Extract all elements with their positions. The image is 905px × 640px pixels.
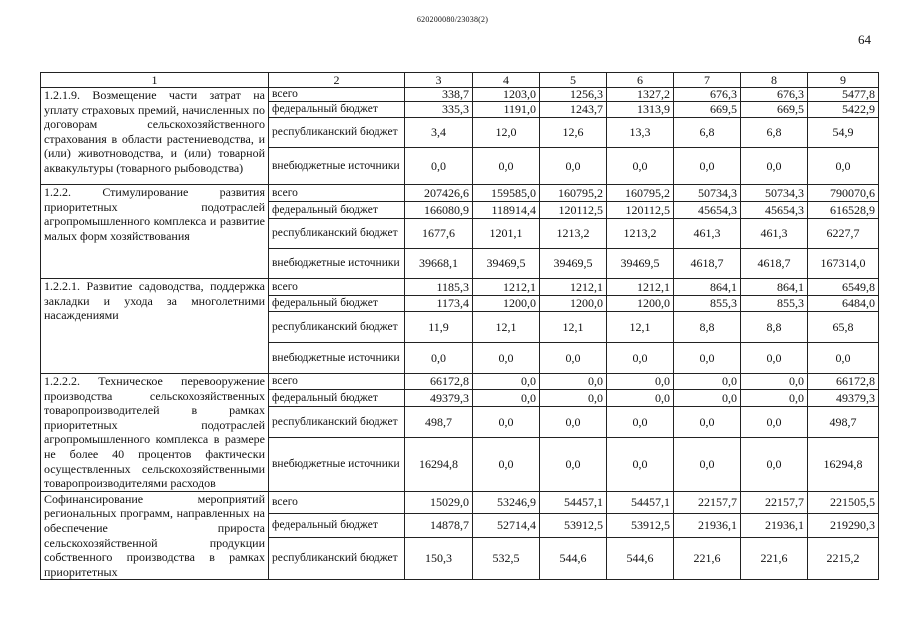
value-cell: 0,0 — [674, 148, 741, 185]
value-cell: 0,0 — [473, 438, 540, 491]
value-cell: 1203,0 — [473, 88, 540, 102]
value-cell: 864,1 — [741, 279, 808, 296]
source-federal: федеральный бюджет — [269, 296, 405, 312]
value-cell: 0,0 — [741, 390, 808, 406]
value-cell: 12,1 — [473, 312, 540, 343]
value-cell: 676,3 — [674, 88, 741, 102]
value-cell: 0,0 — [808, 343, 879, 374]
value-cell: 0,0 — [540, 374, 607, 390]
value-cell: 5477,8 — [808, 88, 879, 102]
value-cell: 22157,7 — [741, 491, 808, 513]
value-cell: 790070,6 — [808, 185, 879, 202]
column-header: 8 — [741, 73, 808, 88]
value-cell: 159585,0 — [473, 185, 540, 202]
value-cell: 1212,1 — [473, 279, 540, 296]
value-cell: 5422,9 — [808, 102, 879, 118]
value-cell: 0,0 — [741, 343, 808, 374]
value-cell: 22157,7 — [674, 491, 741, 513]
value-cell: 532,5 — [473, 538, 540, 580]
value-cell: 167314,0 — [808, 249, 879, 279]
value-cell: 6549,8 — [808, 279, 879, 296]
source-extrabudgetary: внебюджетные источники — [269, 343, 405, 374]
value-cell: 0,0 — [607, 406, 674, 438]
source-total: всего — [269, 491, 405, 513]
value-cell: 45654,3 — [741, 202, 808, 219]
value-cell: 855,3 — [674, 296, 741, 312]
value-cell: 0,0 — [674, 406, 741, 438]
value-cell: 1200,0 — [540, 296, 607, 312]
value-cell: 0,0 — [473, 390, 540, 406]
value-cell: 1185,3 — [405, 279, 473, 296]
value-cell: 45654,3 — [674, 202, 741, 219]
value-cell: 0,0 — [808, 148, 879, 185]
source-federal: федеральный бюджет — [269, 390, 405, 406]
source-total: всего — [269, 374, 405, 390]
value-cell: 6,8 — [674, 118, 741, 148]
value-cell: 39668,1 — [405, 249, 473, 279]
source-republican: республиканский бюджет — [269, 406, 405, 438]
value-cell: 1213,2 — [540, 219, 607, 249]
value-cell: 2215,2 — [808, 538, 879, 580]
source-extrabudgetary: внебюджетные источники — [269, 438, 405, 491]
value-cell: 0,0 — [741, 438, 808, 491]
column-header: 5 — [540, 73, 607, 88]
value-cell: 49379,3 — [405, 390, 473, 406]
value-cell: 15029,0 — [405, 491, 473, 513]
value-cell: 0,0 — [741, 406, 808, 438]
source-republican: республиканский бюджет — [269, 118, 405, 148]
value-cell: 0,0 — [674, 390, 741, 406]
value-cell: 8,8 — [741, 312, 808, 343]
value-cell: 39469,5 — [540, 249, 607, 279]
value-cell: 0,0 — [607, 148, 674, 185]
value-cell: 4618,7 — [674, 249, 741, 279]
value-cell: 461,3 — [741, 219, 808, 249]
value-cell: 0,0 — [473, 343, 540, 374]
value-cell: 498,7 — [405, 406, 473, 438]
value-cell: 160795,2 — [540, 185, 607, 202]
table-row — [41, 491, 879, 513]
value-cell: 669,5 — [741, 102, 808, 118]
measure-description: 1.2.2.2. Техническое перевооружение производства сельскохозяйственных товаропроизводителей в рамках приоритетных подотраслей агропромышленного комплекса в размере не более 40 процентов фактически осуществленных сельскохозяйственными товаропроизводителями расходов — [41, 374, 269, 492]
value-cell: 49379,3 — [808, 390, 879, 406]
value-cell: 1173,4 — [405, 296, 473, 312]
value-cell: 0,0 — [473, 374, 540, 390]
value-cell: 335,3 — [405, 102, 473, 118]
source-total: всего — [269, 88, 405, 102]
column-header: 4 — [473, 73, 540, 88]
value-cell: 53246,9 — [473, 491, 540, 513]
column-header: 9 — [808, 73, 879, 88]
value-cell: 16294,8 — [405, 438, 473, 491]
value-cell: 12,0 — [473, 118, 540, 148]
value-cell: 1313,9 — [607, 102, 674, 118]
value-cell: 166080,9 — [405, 202, 473, 219]
value-cell: 53912,5 — [607, 514, 674, 538]
page-number: 64 — [858, 32, 871, 47]
value-cell: 0,0 — [473, 148, 540, 185]
value-cell: 52714,4 — [473, 514, 540, 538]
value-cell: 221,6 — [674, 538, 741, 580]
measure-description: Софинансирование мероприятий региональных программ, направленных на обеспечение прироста сельскохозяйственной продукции собственного производства в рамках приоритетных — [41, 491, 269, 580]
value-cell: 6,8 — [741, 118, 808, 148]
column-header-row — [41, 73, 879, 88]
value-cell: 39469,5 — [473, 249, 540, 279]
source-federal: федеральный бюджет — [269, 202, 405, 219]
value-cell: 1677,6 — [405, 219, 473, 249]
value-cell: 0,0 — [540, 406, 607, 438]
source-republican: республиканский бюджет — [269, 219, 405, 249]
value-cell: 4618,7 — [741, 249, 808, 279]
value-cell: 1327,2 — [607, 88, 674, 102]
column-header: 2 — [269, 73, 405, 88]
value-cell: 0,0 — [405, 343, 473, 374]
value-cell: 864,1 — [674, 279, 741, 296]
value-cell: 498,7 — [808, 406, 879, 438]
value-cell: 6227,7 — [808, 219, 879, 249]
value-cell: 855,3 — [741, 296, 808, 312]
value-cell: 221505,5 — [808, 491, 879, 513]
value-cell: 6484,0 — [808, 296, 879, 312]
value-cell: 0,0 — [674, 343, 741, 374]
value-cell: 54457,1 — [540, 491, 607, 513]
value-cell: 53912,5 — [540, 514, 607, 538]
table-row — [41, 279, 879, 296]
measure-description: 1.2.2. Стимулирование развития приоритетных подотраслей агропромышленного комплекса и развитие малых форм хозяйствования — [41, 185, 269, 279]
value-cell: 1191,0 — [473, 102, 540, 118]
value-cell: 54,9 — [808, 118, 879, 148]
value-cell: 21936,1 — [741, 514, 808, 538]
value-cell: 1243,7 — [540, 102, 607, 118]
value-cell: 1212,1 — [540, 279, 607, 296]
value-cell: 461,3 — [674, 219, 741, 249]
value-cell: 0,0 — [473, 406, 540, 438]
value-cell: 50734,3 — [674, 185, 741, 202]
value-cell: 0,0 — [607, 390, 674, 406]
table-row — [41, 185, 879, 202]
value-cell: 1213,2 — [607, 219, 674, 249]
value-cell: 0,0 — [607, 374, 674, 390]
value-cell: 13,3 — [607, 118, 674, 148]
value-cell: 16294,8 — [808, 438, 879, 491]
source-total: всего — [269, 279, 405, 296]
value-cell: 676,3 — [741, 88, 808, 102]
source-federal: федеральный бюджет — [269, 102, 405, 118]
value-cell: 669,5 — [674, 102, 741, 118]
column-header: 7 — [674, 73, 741, 88]
value-cell: 0,0 — [741, 148, 808, 185]
value-cell: 65,8 — [808, 312, 879, 343]
value-cell: 118914,4 — [473, 202, 540, 219]
source-republican: республиканский бюджет — [269, 312, 405, 343]
column-header: 6 — [607, 73, 674, 88]
measure-description: 1.2.2.1. Развитие садоводства, поддержка закладки и ухода за многолетними насаждениями — [41, 279, 269, 374]
value-cell: 1200,0 — [607, 296, 674, 312]
value-cell: 0,0 — [674, 438, 741, 491]
source-extrabudgetary: внебюджетные источники — [269, 249, 405, 279]
value-cell: 54457,1 — [607, 491, 674, 513]
value-cell: 12,6 — [540, 118, 607, 148]
value-cell: 160795,2 — [607, 185, 674, 202]
budget-table — [40, 72, 879, 580]
value-cell: 3,4 — [405, 118, 473, 148]
value-cell: 0,0 — [607, 343, 674, 374]
value-cell: 1200,0 — [473, 296, 540, 312]
source-republican: республиканский бюджет — [269, 538, 405, 580]
value-cell: 0,0 — [741, 374, 808, 390]
value-cell: 120112,5 — [607, 202, 674, 219]
source-federal: федеральный бюджет — [269, 514, 405, 538]
value-cell: 0,0 — [540, 390, 607, 406]
table-row — [41, 374, 879, 390]
table-row — [41, 88, 879, 102]
value-cell: 150,3 — [405, 538, 473, 580]
value-cell: 39469,5 — [607, 249, 674, 279]
source-extrabudgetary: внебюджетные источники — [269, 148, 405, 185]
value-cell: 207426,6 — [405, 185, 473, 202]
value-cell: 0,0 — [540, 438, 607, 491]
value-cell: 1256,3 — [540, 88, 607, 102]
value-cell: 1212,1 — [607, 279, 674, 296]
source-total: всего — [269, 185, 405, 202]
value-cell: 66172,8 — [405, 374, 473, 390]
value-cell: 50734,3 — [741, 185, 808, 202]
value-cell: 120112,5 — [540, 202, 607, 219]
value-cell: 544,6 — [540, 538, 607, 580]
value-cell: 0,0 — [540, 148, 607, 185]
value-cell: 221,6 — [741, 538, 808, 580]
value-cell: 544,6 — [607, 538, 674, 580]
value-cell: 0,0 — [607, 438, 674, 491]
measure-description: 1.2.1.9. Возмещение части затрат на уплату страховых премий, начисленных по договорам сельскохозяйственного страхования в области растениеводства, и (или) животноводства, и (или) товарной аквакультуры (товарного рыбоводства) — [41, 88, 269, 185]
document-id: 620200080/23038(2) — [416, 15, 489, 24]
value-cell: 616528,9 — [808, 202, 879, 219]
value-cell: 338,7 — [405, 88, 473, 102]
value-cell: 66172,8 — [808, 374, 879, 390]
column-header: 3 — [405, 73, 473, 88]
value-cell: 21936,1 — [674, 514, 741, 538]
column-header: 1 — [41, 73, 269, 88]
value-cell: 0,0 — [674, 374, 741, 390]
value-cell: 0,0 — [405, 148, 473, 185]
value-cell: 0,0 — [540, 343, 607, 374]
value-cell: 12,1 — [540, 312, 607, 343]
value-cell: 8,8 — [674, 312, 741, 343]
value-cell: 1201,1 — [473, 219, 540, 249]
value-cell: 14878,7 — [405, 514, 473, 538]
value-cell: 11,9 — [405, 312, 473, 343]
value-cell: 219290,3 — [808, 514, 879, 538]
value-cell: 12,1 — [607, 312, 674, 343]
